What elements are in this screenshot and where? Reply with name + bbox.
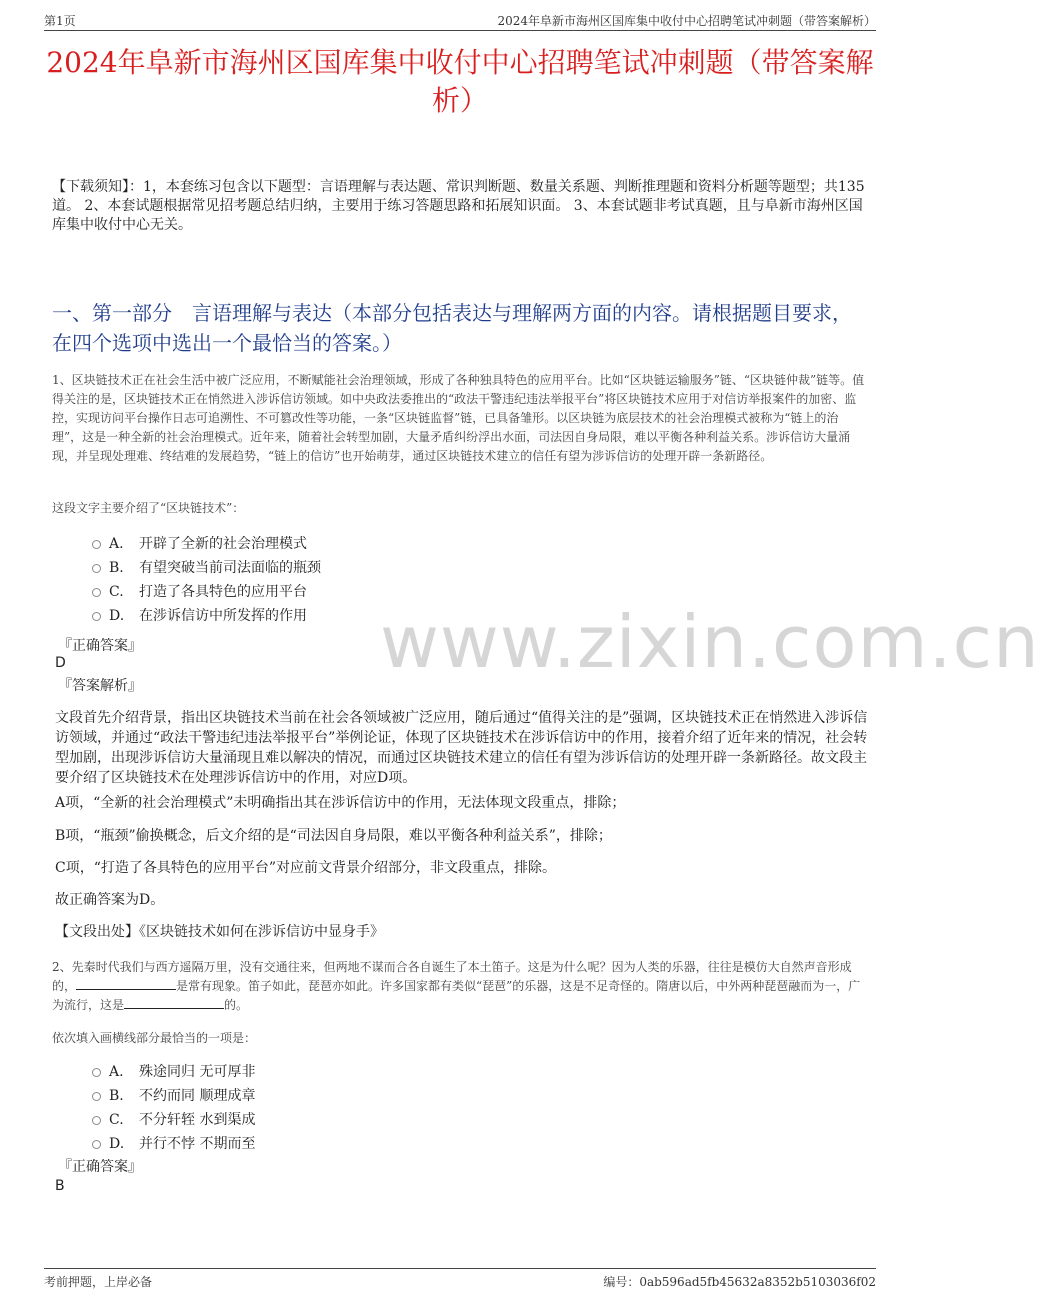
- analysis-label: 『答案解析』: [58, 678, 142, 694]
- question-2-text: 2、先秦时代我们与西方遥隔万里，没有交通往来，但两地不谋而合各自诞生了本土笛子。这是为什么呢？因为人类的乐器，往往是模仿大自然声音形成的， 是常有现象。笛子如此，琵琶亦如此。许多国家都有类似“琵琶”的乐器，这是不足奇怪的。隋唐以后，中外两种琵琶融而为一，广为流行，这是 的。: [52, 960, 861, 1012]
- analysis-option-b: B项，“瓶颈”偷换概念，后文介绍的是“司法因自身局限，难以平衡各种利益关系”，排除；: [55, 828, 612, 844]
- footer-doc-id: 编号：0ab596ad5fb45632a8352b5103036f02: [603, 1275, 876, 1289]
- radio-icon[interactable]: [92, 540, 101, 549]
- radio-icon[interactable]: [92, 1116, 101, 1125]
- fill-blank-1[interactable]: [76, 977, 176, 990]
- option-c[interactable]: C. 打造了各具特色的应用平台: [92, 580, 321, 604]
- radio-icon[interactable]: [92, 612, 101, 621]
- analysis-conclusion: 故正确答案为D。: [55, 892, 165, 908]
- option-c[interactable]: C. 不分轩轾 水到渠成: [92, 1108, 255, 1132]
- download-notice: 【下载须知】：1，本套练习包含以下题型：言语理解与表达题、常识判断题、数量关系题、判断推理题和资料分析题等题型；共135道。 2、本套试题根据常见招考题总结归纳，主要用于练习答题思路和拓展知识面。 3、本套试题非考试真题，且与阜新市海州区国库集中收付中心无关。: [52, 179, 865, 233]
- question-1-prompt: 这段文字主要介绍了“区块链技术”：: [52, 501, 245, 515]
- analysis-option-c: C项，“打造了各具特色的应用平台”对应前文背景介绍部分，非文段重点，排除。: [55, 860, 557, 876]
- radio-icon[interactable]: [92, 1140, 101, 1149]
- answer-label: 『正确答案』: [58, 638, 142, 654]
- answer-value: B: [55, 1178, 65, 1194]
- option-b[interactable]: B. 不约而同 顺理成章: [92, 1084, 255, 1108]
- option-d[interactable]: D. 在涉诉信访中所发挥的作用: [92, 604, 321, 628]
- section-title: 一、第一部分 言语理解与表达（本部分包括表达与理解两方面的内容。请根据题目要求，在四个选项中选出一个最恰当的答案。）: [52, 301, 852, 355]
- footer-slogan: 考前押题，上岸必备: [44, 1275, 153, 1289]
- question-1-options: [92, 532, 321, 628]
- passage-source: 【文段出处】《区块链技术如何在涉诉信访中显身手》: [55, 924, 384, 940]
- fill-blank-2[interactable]: [124, 996, 224, 1009]
- question-1-text: 1、区块链技术正在社会生活中被广泛应用，不断赋能社会治理领域，形成了各种独具特色的应用平台。比如“区块链运输服务”链、“区块链仲裁”链等。值得关注的是，区块链技术正在悄然进入涉诉信访领域。如中央政法委推出的“政法干警违纪违法举报平台”将区块链技术应用于对信访举报案件的加密、监控，实现访问平台操作日志可追溯性、不可篡改性等功能，一条“区块链监督”链，已具备雏形。以区块链为底层技术的社会治理模式被称为“链上的治理”，这是一种全新的社会治理模式。近年来，随着社会转型加剧，大量矛盾纠纷浮出水面，司法因自身局限，难以平衡各种利益关系。涉诉信访大量涌现，并呈现处理难、终结难的发展趋势，“链上的信访”也开始萌芽，通过区块链技术建立的信任有望为涉诉信访的处理开辟一条新路径。: [52, 373, 865, 463]
- page-footer: [44, 1268, 876, 1289]
- radio-icon[interactable]: [92, 564, 101, 573]
- option-a[interactable]: A. 开辟了全新的社会治理模式: [92, 532, 321, 556]
- answer-label: 『正确答案』: [58, 1159, 142, 1175]
- header-doc-title: 2024年阜新市海州区国库集中收付中心招聘笔试冲刺题（带答案解析）: [497, 14, 876, 28]
- radio-icon[interactable]: [92, 588, 101, 597]
- answer-value: D: [55, 655, 66, 671]
- page-header: [44, 10, 876, 31]
- option-d[interactable]: D. 并行不悖 不期而至: [92, 1132, 255, 1156]
- watermark: www.zixin.com.cn: [380, 600, 1040, 684]
- analysis-option-a: A项，“全新的社会治理模式”未明确指出其在涉诉信访中的作用，无法体现文段重点，排除；: [55, 795, 626, 811]
- question-2-options: [92, 1060, 255, 1156]
- page-number: 第1页: [44, 14, 76, 28]
- option-b[interactable]: B. 有望突破当前司法面临的瓶颈: [92, 556, 321, 580]
- radio-icon[interactable]: [92, 1092, 101, 1101]
- radio-icon[interactable]: [92, 1068, 101, 1077]
- document-title: 2024年阜新市海州区国库集中收付中心招聘笔试冲刺题（带答案解析）: [46, 46, 874, 117]
- question-2-prompt: 依次填入画横线部分最恰当的一项是：: [52, 1031, 257, 1045]
- analysis-paragraph: 文段首先介绍背景，指出区块链技术当前在社会各领域被广泛应用，随后通过“值得关注的是”强调，区块链技术正在悄然进入涉诉信访领域，并通过“政法干警违纪违法举报平台”举例论证，体现了区块链技术在涉诉信访中的作用，接着介绍了近年来的情况，社会转型加剧，出现涉诉信访大量涌现且难以解决的情况，而通过区块链技术建立的信任有望为涉诉信访的处理开辟一条新路径。故文段主要介绍了区块链技术在处理涉诉信访中的作用，对应D项。: [55, 710, 868, 786]
- option-a[interactable]: A. 殊途同归 无可厚非: [92, 1060, 255, 1084]
